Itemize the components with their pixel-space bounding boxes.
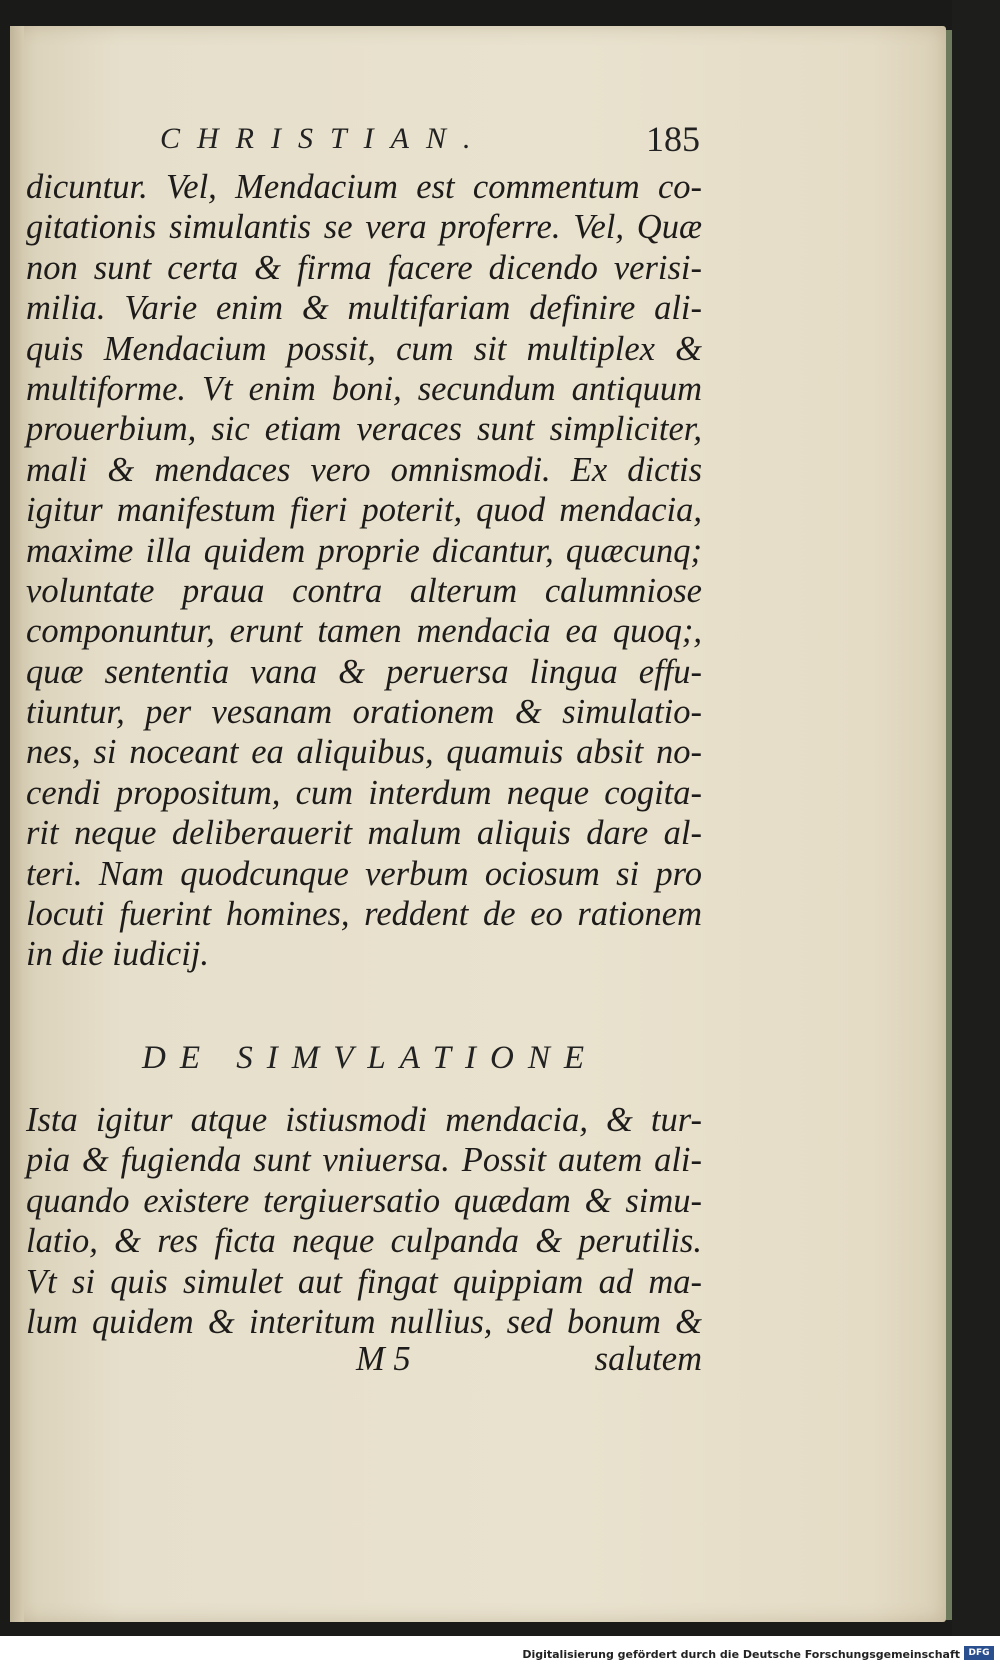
text-line: tiuntur, per vesanam orationem & simulatio- bbox=[26, 693, 702, 732]
text-line: cendi propositum, cum interdum neque cogita- bbox=[26, 773, 702, 812]
dfg-logo: DFG bbox=[964, 1646, 994, 1660]
text-line: quis Mendacium possit, cum sit multiplex & bbox=[26, 329, 702, 368]
page-gutter bbox=[10, 26, 24, 1622]
section-heading: DE SIMVLATIONE bbox=[142, 1040, 599, 1076]
text-line: Ista igitur atque istiusmodi mendacia, & tur- bbox=[26, 1101, 702, 1139]
text-line: componuntur, erunt tamen mendacia ea quoq;, bbox=[26, 612, 702, 651]
page-number: 185 bbox=[646, 119, 700, 159]
page-edge bbox=[946, 30, 952, 1620]
signature-mark: M 5 bbox=[356, 1340, 411, 1378]
text-line: in die iudicij. bbox=[26, 935, 210, 974]
text-line: mali & mendaces vero omnismodi. Ex dictis bbox=[26, 450, 702, 489]
text-line: prouerbium, sic etiam veraces sunt simpliciter, bbox=[26, 410, 702, 449]
text-line: non sunt certa & firma facere dicendo verisi- bbox=[26, 248, 702, 287]
catchword: salutem bbox=[594, 1340, 702, 1378]
text-line: igitur manifestum fieri poterit, quod mendacia, bbox=[26, 491, 702, 530]
text-line: maxime illa quidem proprie dicantur, quæcunq; bbox=[26, 531, 702, 570]
text-line: latio, & res ficta neque culpanda & perutilis. bbox=[26, 1222, 702, 1261]
text-line: quando existere tergiuersatio quædam & simu- bbox=[26, 1181, 702, 1220]
text-line: rit neque deliberauerit malum aliquis dare al- bbox=[26, 814, 702, 853]
section-text bbox=[26, 1100, 702, 1342]
text-line: multiforme. Vt enim boni, secundum antiquum bbox=[26, 369, 702, 408]
text-line: teri. Nam quodcunque verbum ociosum si pro bbox=[26, 854, 702, 893]
text-line: dicuntur. Vel, Mendacium est commentum co- bbox=[26, 168, 702, 206]
text-line: locuti fuerint homines, reddent de eo rationem bbox=[26, 895, 702, 934]
page-header bbox=[160, 119, 700, 168]
text-line: quæ sententia vana & peruersa lingua effu- bbox=[26, 652, 702, 691]
running-head: CHRISTIAN. bbox=[160, 122, 488, 155]
text-line: milia. Varie enim & multifariam definire ali- bbox=[26, 289, 702, 328]
text-line: Vt si quis simulet aut fingat quippiam ad ma- bbox=[26, 1262, 702, 1301]
catch-line bbox=[26, 1340, 702, 1384]
text-line: gitationis simulantis se vera proferre. Vel, Quæ bbox=[26, 208, 702, 247]
text-line: nes, si noceant ea aliquibus, quamuis absit no- bbox=[26, 733, 702, 772]
text-line: pia & fugienda sunt vniuersa. Possit autem ali- bbox=[26, 1141, 702, 1180]
main-text bbox=[26, 167, 702, 975]
text-line: voluntate praua contra alterum calumniose bbox=[26, 571, 702, 610]
text-line: lum quidem & interitum nullius, sed bonum & bbox=[26, 1302, 702, 1341]
funding-credit: Digitalisierung gefördert durch die Deutsche Forschungsgemeinschaft bbox=[522, 1648, 960, 1661]
